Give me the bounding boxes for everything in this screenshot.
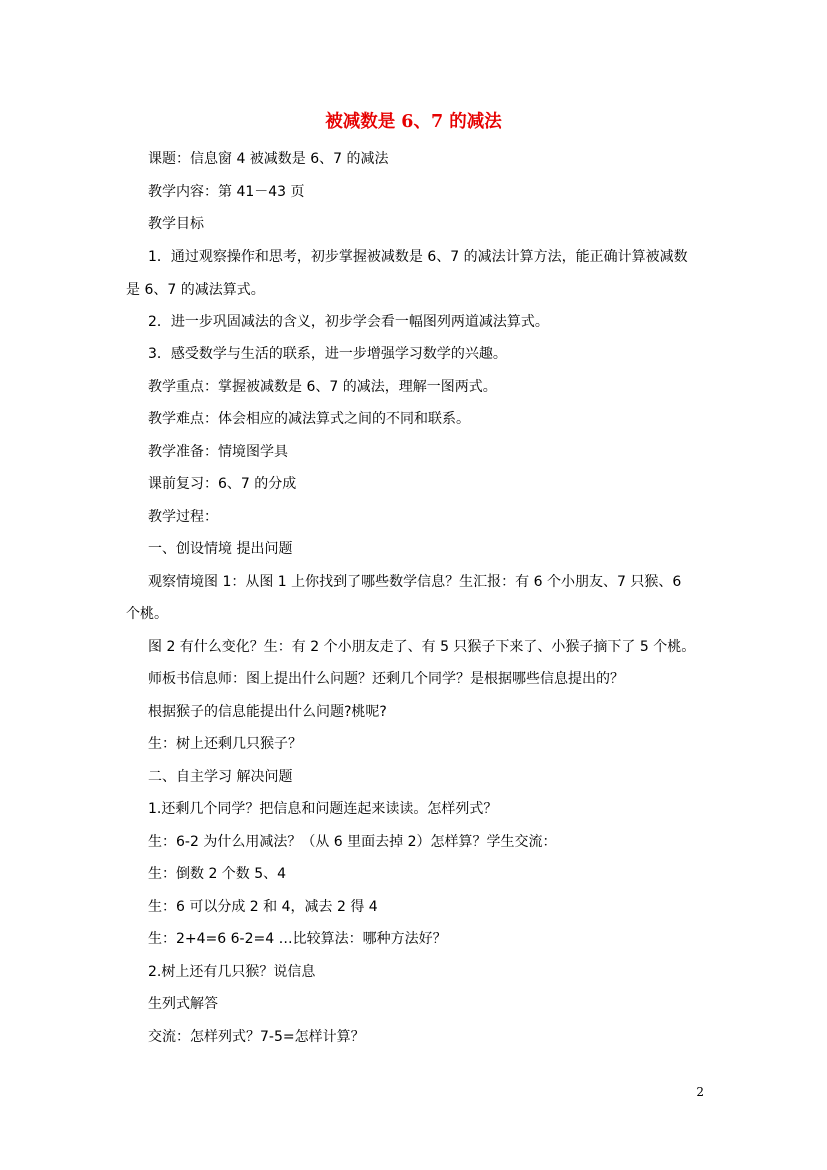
text-line: 2．进一步巩固减法的含义，初步学会看一幅图列两道减法算式。 [148,314,549,330]
text-line: 3．感受数学与生活的联系，进一步增强学习数学的兴趣。 [148,346,507,362]
text-line: 教学目标 [148,216,204,232]
text-line: 课前复习：6、7 的分成 [148,476,297,492]
text-line: 生：树上还剩几只猴子？ [148,736,302,752]
text-line: 图 2 有什么变化？生：有 2 个小朋友走了、有 5 只猴子下来了、小猴子摘下了 5 个桃。 [148,639,696,655]
text-line: 教学难点：体会相应的减法算式之间的不同和联系。 [148,411,470,427]
text-line: 1.还剩几个同学？把信息和问题连起来读读。怎样列式？ [148,801,498,817]
section-heading: 二、自主学习 解决问题 [148,769,293,785]
text-line: 1．通过观察操作和思考，初步掌握被减数是 6、7 的减法计算方法，能正确计算被减数 [148,249,688,265]
text-line: 课题：信息窗 4 被减数是 6、7 的减法 [148,151,389,167]
text-line: 生：2+4=6 6-2=4 …比较算法：哪种方法好？ [148,931,447,947]
text-line: 教学过程： [148,509,218,525]
text-line: 师板书信息师：图上提出什么问题？还剩几个同学？是根据哪些信息提出的？ [148,671,624,687]
text-line: 是 6、7 的减法算式。 [126,282,265,298]
text-line: 教学内容：第 41－43 页 [148,184,305,200]
text-line: 观察情境图 1：从图 1 上你找到了哪些数学信息？生汇报：有 6 个小朋友、7 只猴、6 [148,574,682,590]
text-line: 生列式解答 [148,996,218,1012]
page-title: 被减数是 6、7 的减法 [325,112,502,132]
page-number: 2 [696,1085,704,1099]
text-line: 个桃。 [126,606,168,622]
text-line: 根据猴子的信息能提出什么问题?桃呢? [148,704,387,720]
text-line: 交流：怎样列式？7-5=怎样计算？ [148,1029,365,1045]
text-line: 2.树上还有几只猴？说信息 [148,964,316,980]
section-heading: 一、创设情境 提出问题 [148,541,293,557]
text-line: 生：6 可以分成 2 和 4，减去 2 得 4 [148,899,378,915]
text-line: 生：6-2 为什么用减法？（从 6 里面去掉 2）怎样算？学生交流： [148,834,557,850]
text-line: 教学准备：情境图学具 [148,444,288,460]
text-line: 教学重点：掌握被减数是 6、7 的减法，理解一图两式。 [148,379,497,395]
text-line: 生：倒数 2 个数 5、4 [148,866,287,882]
